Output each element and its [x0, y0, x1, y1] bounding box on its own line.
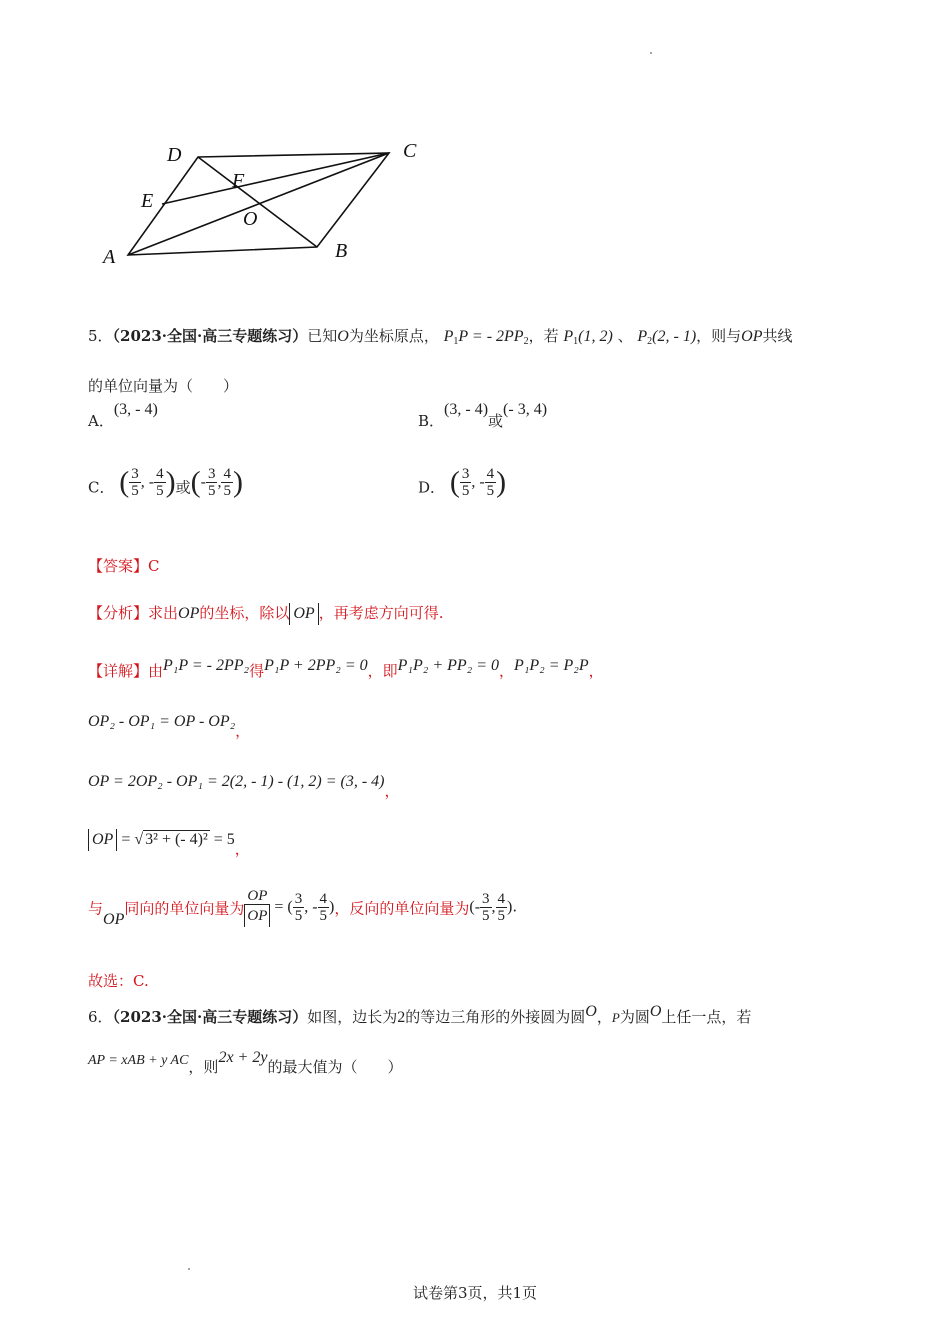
math: P — [563, 328, 574, 345]
math-op: OP — [293, 605, 315, 622]
denominator: OP — [244, 905, 270, 927]
option-label: B． — [418, 412, 445, 430]
math-op: OP — [178, 605, 200, 622]
math-eq: P₁P₂ = P₂P — [514, 657, 589, 674]
math: 2 — [397, 1009, 406, 1026]
math: (2, - 1) — [652, 328, 697, 345]
text: . — [512, 897, 518, 916]
text: 同向的单位向量为 — [124, 899, 245, 918]
numerator: 3 — [461, 466, 470, 482]
math-sub: 1 — [573, 336, 579, 347]
text: ，若 — [528, 327, 559, 345]
math-eq: P₁P + 2PP₂ = 0 — [264, 657, 368, 674]
paren: ) — [232, 465, 243, 499]
detail-line-4 — [88, 828, 250, 858]
math-op: OP — [92, 831, 114, 848]
diagonal-db — [198, 157, 317, 247]
fraction — [318, 891, 330, 924]
option-value: (3, - 4) — [113, 401, 158, 418]
question-5-line-1 — [88, 325, 793, 347]
text: ， — [499, 662, 515, 680]
fraction — [460, 466, 472, 499]
denominator: 5 — [486, 483, 495, 499]
math: ) — [329, 898, 335, 916]
corner-mark — [650, 52, 652, 54]
unit-vector-fraction — [244, 888, 270, 927]
math: = √ — [117, 831, 144, 848]
option-label: A． — [88, 412, 114, 430]
question-6-line-1 — [88, 1003, 752, 1027]
option-d[interactable] — [418, 466, 506, 499]
denominator: 5 — [294, 908, 303, 924]
text: 为圆 — [619, 1008, 650, 1026]
math-op: OP — [103, 910, 125, 928]
question-source: （2023·全国·高三专题练习） — [112, 1008, 308, 1026]
math: (1, 2) — [578, 328, 613, 345]
text: 或 — [488, 412, 504, 430]
sqrt-content: 3² + (- 4)² — [145, 831, 208, 848]
denominator: 5 — [319, 908, 328, 924]
math-eq: P₁P₂ + PP₂ = 0 — [397, 657, 500, 674]
fraction — [293, 891, 305, 924]
fraction — [206, 466, 218, 499]
denominator: 5 — [223, 483, 231, 499]
question-number: 6． — [88, 1008, 113, 1026]
math-sub: 2 — [647, 336, 653, 347]
answer-value: C — [148, 557, 160, 575]
math: , — [491, 898, 496, 916]
text: 的坐标，除以 — [199, 604, 290, 622]
math-eq: AP = xAB + y AC — [88, 1053, 189, 1068]
math: , - — [304, 898, 318, 916]
denominator: 5 — [461, 483, 470, 499]
detail-line-2 — [88, 710, 251, 740]
conclusion-line: 故选：C. — [88, 972, 149, 990]
math-sub: 1 — [453, 336, 459, 347]
text: 如图，边长为 — [307, 1008, 398, 1026]
math-eq: P₁P = - 2PP₂ — [163, 657, 250, 674]
math: , - — [140, 473, 155, 491]
text: 得 — [249, 662, 265, 680]
denominator: 5 — [207, 483, 216, 499]
math-eq: OP₂ - OP₁ = OP - OP₂ — [88, 713, 236, 730]
paren: ( — [190, 465, 201, 499]
math: = 5 — [209, 831, 235, 848]
math-p: P — [611, 1010, 620, 1025]
text: 的最大值为（ ） — [267, 1058, 403, 1076]
numerator: 3 — [482, 891, 490, 907]
math: PP — [504, 328, 524, 345]
denominator: 5 — [497, 908, 506, 924]
math: P — [458, 328, 468, 345]
text: 为坐标原点， — [348, 327, 439, 345]
text: ，则 — [188, 1058, 219, 1076]
text: ， — [235, 722, 251, 740]
paren: ( — [449, 465, 460, 499]
analysis-tag: 【分析】 — [88, 604, 149, 622]
math: , — [217, 473, 222, 491]
question-source: （2023·全国·高三专题练习） — [112, 327, 308, 345]
label-d: D — [167, 144, 182, 166]
text: 共线 — [762, 327, 793, 345]
option-value: (3, - 4) — [444, 401, 489, 418]
detail-tag: 【详解】 — [88, 662, 149, 680]
option-label: D． — [418, 478, 446, 497]
denominator: 5 — [131, 483, 139, 499]
math-sub: 2 — [523, 336, 529, 347]
fraction — [496, 891, 508, 924]
label-a: A — [103, 246, 116, 268]
option-value: (- 3, 4) — [503, 401, 548, 418]
math-expr: 2x + 2y — [218, 1049, 268, 1066]
numerator: OP — [244, 888, 270, 905]
numerator: 4 — [319, 891, 328, 907]
fraction — [480, 891, 492, 924]
text: ， — [384, 782, 400, 800]
point-p1 — [563, 328, 612, 345]
question-5-line-2: 的单位向量为（ ） — [88, 377, 239, 395]
numerator: 3 — [294, 891, 303, 907]
fraction — [485, 466, 497, 499]
abs-op — [289, 603, 318, 625]
answer-tag: 【答案】 — [88, 557, 149, 575]
math: = ( — [270, 898, 293, 916]
label-f: F — [232, 170, 245, 192]
text: ，反向的单位向量为 — [334, 899, 470, 918]
math: (- — [469, 898, 481, 916]
numerator: 4 — [497, 891, 506, 907]
math-op: OP — [741, 328, 763, 345]
text: ， — [234, 840, 250, 858]
question-number: 5． — [88, 327, 113, 345]
answer-line — [88, 555, 160, 576]
text: 求出 — [148, 604, 179, 622]
numerator: 3 — [207, 466, 216, 482]
text: 上任一点，若 — [661, 1008, 752, 1026]
math: P — [443, 328, 454, 345]
math: , - — [471, 473, 485, 491]
text: 、 — [617, 327, 633, 345]
math: = - 2 — [467, 328, 505, 345]
math-o: O — [649, 1003, 662, 1020]
question-6-line-2 — [88, 1049, 403, 1077]
math-o: O — [585, 1003, 597, 1020]
math: - — [200, 473, 206, 491]
paren: ( — [119, 465, 130, 499]
option-a[interactable] — [88, 401, 158, 431]
math: P — [637, 328, 648, 345]
numerator: 4 — [156, 466, 164, 482]
text: 由 — [148, 662, 164, 680]
math-o: O — [337, 328, 349, 345]
math: ) — [507, 898, 513, 916]
fraction — [129, 466, 141, 499]
text: ，再考虑方向可得. — [318, 604, 444, 622]
denominator: 5 — [482, 908, 490, 924]
denominator: 5 — [156, 483, 164, 499]
detail-line-3 — [88, 770, 400, 800]
label-e: E — [141, 190, 154, 212]
label-o: O — [243, 208, 258, 230]
label-c: C — [403, 140, 417, 162]
corner-mark — [188, 1268, 190, 1270]
text: ， — [596, 1008, 612, 1026]
fraction — [154, 466, 166, 499]
page-footer: 试卷第3页，共1页 — [412, 1284, 538, 1302]
abs-op — [88, 829, 117, 851]
numerator: 4 — [223, 466, 231, 482]
detail-line-1 — [88, 657, 604, 681]
analysis-line — [88, 602, 443, 625]
text: 已知 — [307, 327, 338, 345]
fraction — [221, 466, 233, 499]
paren: ) — [165, 465, 176, 499]
option-c[interactable] — [88, 466, 243, 499]
text: 的等边三角形的外接圆为圆 — [405, 1008, 586, 1026]
text: ，即 — [367, 662, 398, 680]
paren: ) — [496, 465, 507, 499]
condition-vector-eq — [444, 328, 529, 345]
math-eq: OP = 2OP₂ - OP₁ = 2(2, - 1) - (1, 2) = (3, - 4) — [88, 773, 385, 790]
label-b: B — [335, 240, 348, 262]
option-b[interactable] — [418, 401, 548, 431]
text: 与 — [88, 899, 104, 918]
text: ， — [588, 662, 604, 680]
detail-line-5 — [88, 888, 517, 927]
parallelogram-figure — [95, 135, 435, 270]
text: 或 — [175, 478, 191, 497]
option-label: C． — [88, 478, 115, 497]
numerator: 4 — [486, 466, 495, 482]
point-p2 — [637, 328, 696, 345]
numerator: 3 — [131, 466, 139, 482]
text: ，则与 — [696, 327, 742, 345]
